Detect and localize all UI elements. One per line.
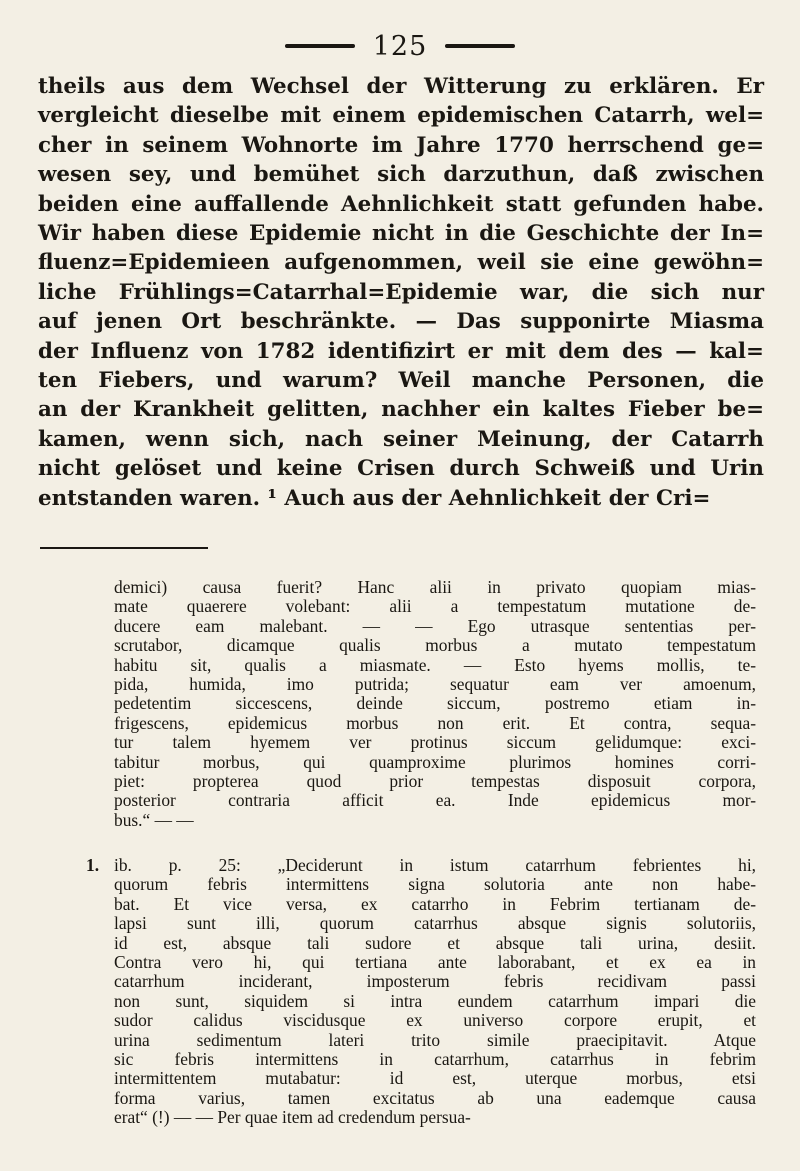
footnote-line: piet: propterea quod prior tempestas disposuit corpora, [114,771,756,792]
header-rule-left [285,44,355,48]
footnote-line: catarrhum inciderant, imposterum febris recidivam passi [114,971,756,992]
main-text-line: vergleicht dieselbe mit einem epidemischen Catarrh, wel= [38,103,764,129]
footnote-marker: 1. [86,855,100,875]
footnote-line: demici) causa fuerit? Hanc alii in privato quopiam mias- [114,577,756,597]
footnote-line: posterior contraria afficit ea. Inde epidemicus mor- [114,790,756,811]
main-text-line: liche Frühlings=Catarrhal=Epidemie war, die sich nur [38,279,764,305]
footnote-line: tabitur morbus, qui quamproxime plurimos homines corri- [114,751,756,772]
page-number: 125 [372,30,428,62]
main-text-line: der Influenz von 1782 identifizirt er mit dem des — kal= [38,338,764,364]
main-text-line: Wir haben diese Epidemie nicht in die Geschichte der In= [38,221,764,247]
footnote-line: sic febris intermittens in catarrhum, catarrhus in febrim [114,1049,756,1070]
footnote-line: pida, humida, imo putrida; sequatur eam ver amoenum, [114,674,756,695]
main-text-line: nicht gelöset und keine Crisen durch Schweiß und Urin [38,456,764,482]
footnote-line: forma varius, tamen excitatus ab una eademque causa [114,1087,756,1108]
footnote-line: non sunt, siquidem si intra eundem catarrhum impari die [114,990,756,1011]
footnote-line: frigescens, epidemicus morbus non erit. Et contra, sequa- [114,712,756,733]
main-text-line: fluenz=Epidemieen aufgenommen, weil sie eine gewöhn= [38,250,764,276]
footnote-line: mate quaerere volebant: alii a tempestatum mutatione de- [114,596,756,617]
footnote-line: erat“ (!) — — Per quae item ad credendum persua- [114,1107,471,1128]
footnote-line: habitu sit, qualis a miasmate. — Esto hyems mollis, te- [114,654,756,675]
main-text-line: entstanden waren. ¹ Auch aus der Aehnlichkeit der Cri= [38,485,711,511]
main-text-line: kamen, wenn sich, nach seiner Meinung, der Catarrh [38,426,764,452]
footnote-line: intermittentem mutabatur: id est, uterque morbus, etsi [114,1068,756,1089]
footnote-continuation [114,578,756,830]
footnote-line: Contra vero hi, qui tertiana ante laborabant, et ex ea in [114,952,756,973]
main-text-line: beiden eine auffallende Aehnlichkeit statt gefunden habe. [38,191,764,217]
footnote-line: id est, absque tali sudore et absque tali urina, desiit. [114,932,756,953]
main-text-line: wesen sey, und bemühet sich darzuthun, daß zwischen [38,162,764,188]
main-text-line: auf jenen Ort beschränkte. — Das supponirte Miasma [38,309,764,335]
main-text-line: an der Krankheit gelitten, nachher ein kaltes Fieber be= [38,397,764,423]
footnote-separator [40,547,208,549]
header-rule-right [445,44,515,48]
footnote-line: ib. p. 25: „Deciderunt in istum catarrhum febrientes hi, [114,855,756,875]
footnote-line: tur talem hyemem ver protinus siccum gelidumque: exci- [114,732,756,753]
page-header [0,28,800,64]
footnote-one [114,856,756,1128]
footnote-line: urina sedimentum lateri trito simile praecipitavit. Atque [114,1029,756,1050]
main-text-line: ten Fiebers, und warum? Weil manche Personen, die [38,368,764,394]
footnote-line: sudor calidus viscidusque ex universo corpore erupit, et [114,1010,756,1031]
footnote-line: ducere eam malebant. — — Ego utrasque sententias per- [114,615,756,636]
main-text-line: cher in seinem Wohnorte im Jahre 1770 herrschend ge= [38,132,764,158]
footnote-line: scrutabor, dicamque qualis morbus a mutato tempestatum [114,635,756,656]
main-text-line: theils aus dem Wechsel der Witterung zu erklären. Er [38,74,764,99]
footnote-line: bus.“ — — [114,809,194,830]
main-text-block [38,72,764,513]
footnote-line: quorum febris intermittens signa solutoria ante non habe- [114,874,756,895]
footnote-line: lapsi sunt illi, quorum catarrhus absque signis solutoriis, [114,913,756,934]
footnote-line: bat. Et vice versa, ex catarrho in Febrim tertianam de- [114,893,756,914]
footnote-line: pedetentim siccescens, deinde siccum, postremo etiam in- [114,693,756,714]
